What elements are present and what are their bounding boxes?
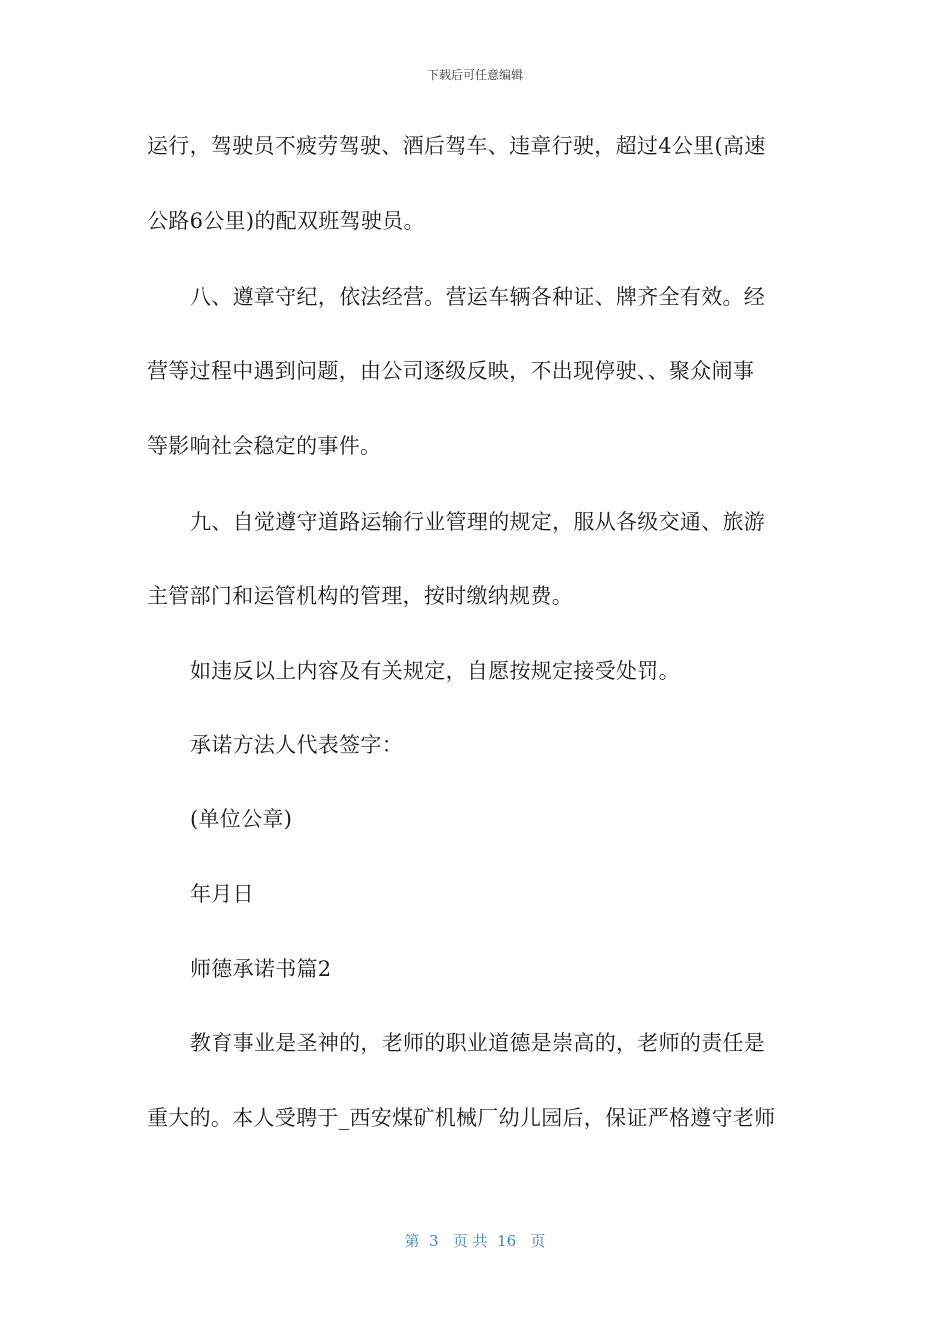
text-line: 重大的。本人受聘于_西安煤矿机械厂幼儿园后，保证严格遵守老师 bbox=[147, 1106, 776, 1130]
signature-label: 承诺方法人代表签字： bbox=[190, 733, 403, 757]
seal-label: (单位公章) bbox=[190, 807, 293, 831]
text-line: 公路6公里)的配双班驾驶员。 bbox=[147, 209, 425, 233]
text-line: 运行，驾驶员不疲劳驾驶、酒后驾车、违章行驶，超过4公里(高速 bbox=[147, 134, 766, 158]
text-line: 九、自觉遵守道路运输行业管理的规定，服从各级交通、旅游 bbox=[190, 510, 766, 534]
text-line: 教育事业是圣神的，老师的职业道德是崇高的，老师的责任是 bbox=[190, 1031, 766, 1055]
date-label: 年月日 bbox=[190, 882, 254, 906]
page-header: 下载后可任意编辑 bbox=[426, 68, 523, 82]
text-line: 如违反以上内容及有关规定，自愿按规定接受处罚。 bbox=[190, 659, 680, 683]
text-line: 主管部门和运管机构的管理，按时缴纳规费。 bbox=[147, 584, 573, 608]
page-footer: 第 3 页 共 16 页 bbox=[404, 1232, 546, 1250]
section-title: 师德承诺书篇2 bbox=[190, 957, 332, 981]
text-line: 八、遵章守纪，依法经营。营运车辆各种证、牌齐全有效。经 bbox=[190, 285, 766, 309]
text-line: 等影响社会稳定的事件。 bbox=[147, 434, 382, 458]
text-line: 营等过程中遇到问题，由公司逐级反映，不出现停驶、、聚众闹事 bbox=[147, 359, 755, 383]
